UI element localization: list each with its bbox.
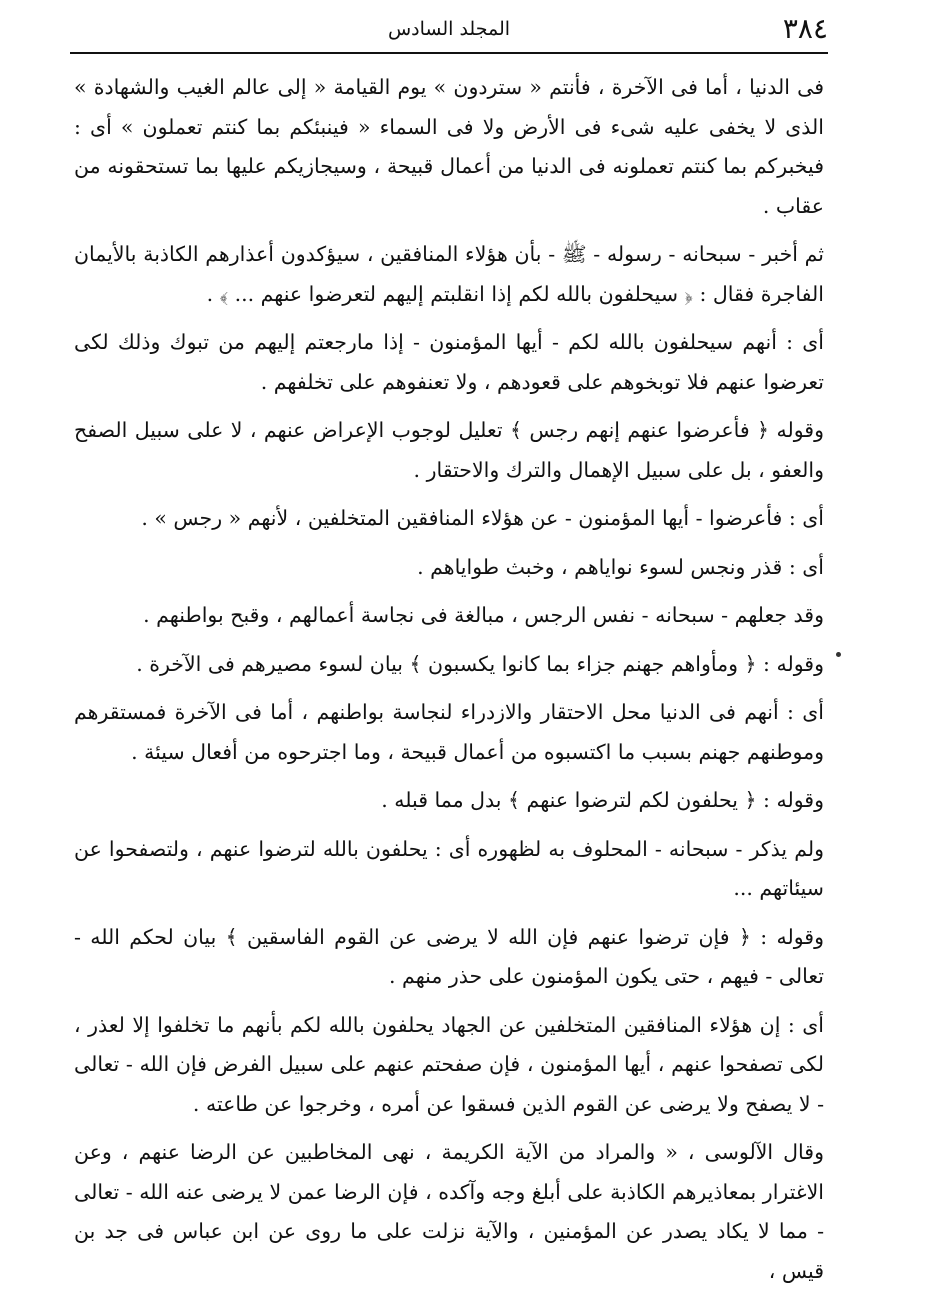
paragraph: وقد جعلهم - سبحانه - نفس الرجس ، مبالغة فى نجاسة أعمالهم ، وقبح بواطنهم . <box>143 603 824 627</box>
paragraph: أى : قذر ونجس لسوء نواياهم ، وخبث طواياهم . <box>417 554 824 579</box>
page-number: ٣٨٤ <box>782 12 828 45</box>
paragraph: أى : إن هؤلاء المنافقين المتخلفين عن الجهاد يحلفون بالله لكم بأنهم ما تخلفوا إلا لعذر ، لكى تصفحوا عنهم ، أيها المؤمنون ، فإن صفحتم عنهم على سبيل الفرض فإن الله - تعالى - لا يصفح ولا يرضى عن القوم الذين فسقوا عن أمره ، وخرجوا عن طاعته . <box>74 1012 824 1116</box>
paragraph: ثم أخبر - سبحانه - رسوله - ﷺ - بأن هؤلاء المنافقين ، سيؤكدون أعذارهم الكاذبة بالأيمان الفاجرة فقال : ﴿ سيحلفون بالله لكم إذا انقلبتم إليهم لتعرضوا عنهم ... ﴾ . <box>74 242 824 306</box>
margin-dot <box>836 652 841 657</box>
page-header <box>70 8 828 48</box>
paragraph: وقوله : ﴿ يحلفون لكم لترضوا عنهم ﴾ بدل مما قبله . <box>381 788 824 812</box>
paragraph: فى الدنيا ، أما فى الآخرة ، فأنتم « ستردون » يوم القيامة « إلى عالم الغيب والشهادة » الذى لا يخفى عليه شىء فى الأرض ولا فى السماء « فينبئكم بما كنتم تعملون » أى : فيخبركم بما كنتم تعملونه فى الدنيا من أعمال قبيحة ، وسيجازيكم عليها بما تستحقونه من عقاب . <box>74 75 824 218</box>
paragraph: وقال الآلوسى ، « والمراد من الآية الكريمة ، نهى المخاطبين عن الرضا عنهم ، وعن الاغترار بمعاذيرهم الكاذبة على أبلغ وجه وآكده ، فإن الرضا عمن لا يرضى عنه الله - تعالى - مما لا يكاد يصدر عن المؤمنين ، والآية نزلت على ما روى عن ابن عباس فى جد بن قيس ، <box>74 1140 824 1283</box>
paragraph: أى : فأعرضوا - أيها المؤمنون - عن هؤلاء المنافقين المتخلفين ، لأنهم « رجس » . <box>141 506 824 530</box>
paragraph: وقوله : ﴿ ومأواهم جهنم جزاء بما كانوا يكسبون ﴾ بيان لسوء مصيرهم فى الآخرة . <box>136 651 824 676</box>
running-title: المجلد السادس <box>387 18 511 40</box>
paragraph: ولم يذكر - سبحانه - المحلوف به لظهوره أى : يحلفون بالله لترضوا عنهم ، ولتصفحوا عن سيئاتهم ... <box>74 836 824 900</box>
paragraph: أى : أنهم سيحلفون بالله لكم - أيها المؤمنون - إذا مارجعتم إليهم من تبوك وذلك لكى تعرضوا عنهم فلا توبخوهم على قعودهم ، ولا تعنفوهم على تخلفهم . <box>74 330 824 394</box>
header-rule <box>70 52 828 54</box>
paragraph: وقوله ﴿ فأعرضوا عنهم إنهم رجس ﴾ تعليل لوجوب الإعراض عنهم ، لا على سبيل الصفح والعفو ، بل على سبيل الإهمال والترك والاحتقار . <box>74 418 824 482</box>
body-text <box>74 68 824 1300</box>
paragraph: أى : أنهم فى الدنيا محل الاحتقار والازدراء لنجاسة بواطنهم ، أما فى الآخرة فمستقرهم وموطنهم جهنم بسبب ما اكتسبوه من أعمال قبيحة ، وما اجترحوه من أفعال سيئة . <box>74 700 824 764</box>
paragraph: وقوله : ﴿ فإن ترضوا عنهم فإن الله لا يرضى عن القوم الفاسقين ﴾ بيان لحكم الله - تعالى - فيهم ، حتى يكون المؤمنون على حذر منهم . <box>74 924 824 988</box>
